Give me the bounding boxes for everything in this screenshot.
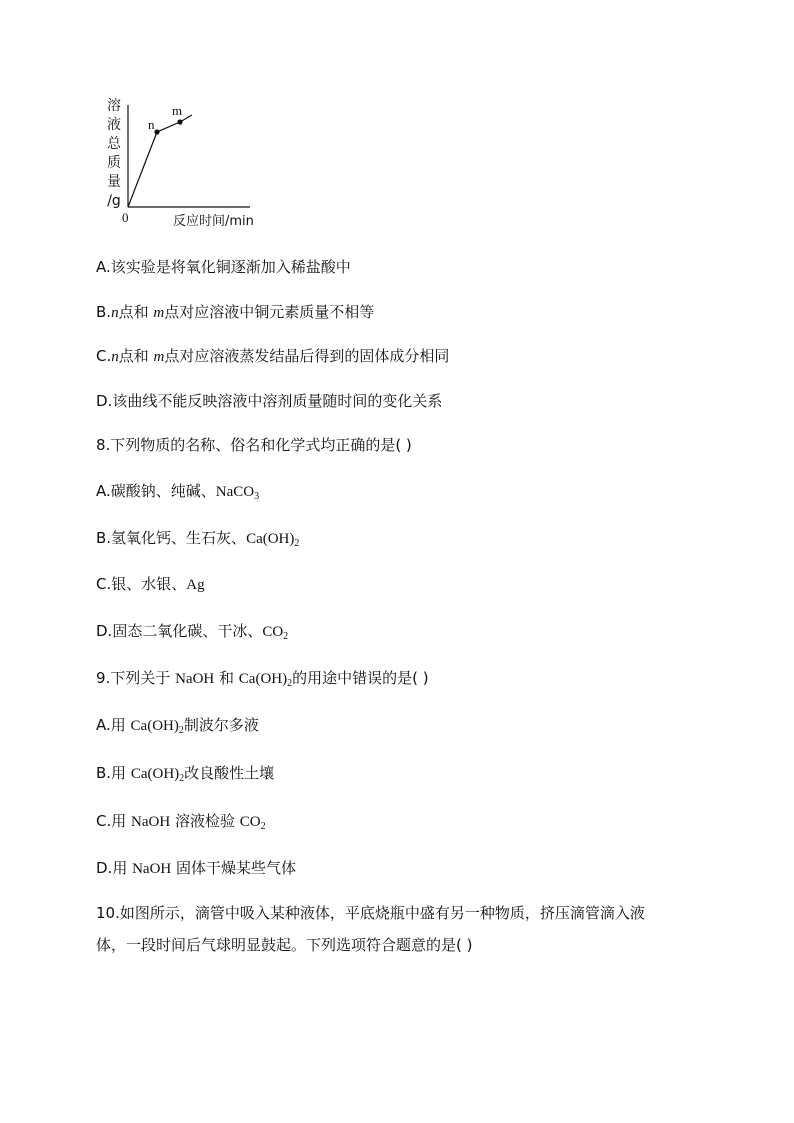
q8-a-text: A.碳酸钠、纯碱、 (96, 482, 216, 500)
q8-d-text: D.固态二氧化碳、干冰、 (96, 622, 263, 640)
q7-c-n: n (111, 349, 119, 365)
point-m-label: m (172, 103, 183, 118)
q9-stem (96, 667, 429, 690)
q7-b-n: n (111, 305, 119, 321)
q8-b-sub: 2 (294, 538, 300, 549)
q9-c-pre: C.用 (96, 812, 132, 830)
q9-option-b (96, 762, 274, 785)
q10-stem-line2: 体，一段时间后气球明显鼓起。下列选项符合题意的是( ) (96, 936, 473, 954)
q9-c-sub: 2 (260, 821, 266, 832)
q9-option-a (96, 714, 259, 737)
ylabel-char: /g (107, 193, 121, 209)
q9-b-sub: 2 (179, 773, 185, 784)
point-m-dot (177, 119, 182, 124)
q9-option-c (96, 810, 266, 833)
q9-option-d (96, 857, 296, 880)
q9-stem-sub: 2 (287, 678, 293, 689)
q7-c-prefix: C. (96, 347, 112, 365)
point-n-dot (154, 129, 159, 134)
q9-c-mid: 溶液检验 (170, 812, 240, 830)
q7-option-d: D.该曲线不能反映溶液中溶剂质量随时间的变化关系 (96, 392, 443, 410)
q9-b-pre: B.用 (96, 764, 131, 782)
q9-a-formula: Ca(OH) (130, 718, 179, 734)
x-axis-label: 反应时间/min (173, 214, 254, 229)
q9-c-formula: NaOH (131, 814, 171, 830)
q9-b-formula: Ca(OH) (130, 766, 180, 782)
q7-b-prefix: B. (96, 303, 112, 321)
q9-stem-pre: 9.下列关于 (96, 669, 176, 687)
q7-option-b (96, 301, 374, 324)
origin-label: 0 (122, 210, 129, 225)
q9-d-formula: NaOH (132, 861, 172, 877)
ylabel-char: 溶 (107, 98, 121, 114)
q9-b-post: 改良酸性土壤 (184, 764, 275, 782)
q9-a-pre: A.用 (96, 716, 131, 734)
q7-option-a: A.该实验是将氧化铜逐渐加入稀盐酸中 (96, 258, 351, 276)
q9-a-post: 制波尔多液 (183, 716, 259, 734)
q8-a-formula: NaCO (215, 484, 255, 500)
q9-d-pre: D.用 (96, 859, 133, 877)
q9-stem-mid: 和 (214, 669, 239, 687)
q9-stem-post: 的用途中错误的是( ) (292, 669, 429, 687)
q8-d-sub: 2 (283, 631, 289, 642)
q8-option-a (96, 480, 259, 503)
ylabel-char: 量 (107, 174, 121, 190)
ylabel-char: 液 (107, 117, 121, 133)
q7-b-mid: 点和 (118, 303, 154, 321)
q7-c-mid: 点和 (118, 347, 154, 365)
ylabel-char: 总 (107, 136, 121, 152)
q9-c-formula2: CO (239, 814, 261, 830)
q9-stem-f1: NaOH (175, 671, 215, 687)
q8-option-c (96, 573, 205, 596)
ylabel-char: 质 (107, 155, 121, 171)
q8-b-text: B.氢氧化钙、生石灰、 (96, 529, 247, 547)
curve-line (128, 115, 192, 207)
q10-stem-line1: 10.如图所示，滴管中吸入某种液体，平底烧瓶中盛有另一种物质，挤压滴管滴入液 (96, 904, 645, 922)
q8-a-sub: 3 (254, 491, 260, 502)
q7-c-m: m (153, 349, 165, 365)
q8-option-d (96, 620, 288, 643)
q8-c-formula: Ag (186, 577, 205, 593)
q9-stem-f2: Ca(OH) (238, 671, 288, 687)
q8-c-text: C.银、水银、 (96, 575, 187, 593)
point-n-label: n (148, 117, 155, 132)
q8-option-b (96, 527, 299, 550)
q7-c-text: 点对应溶液蒸发结晶后得到的固体成分相同 (164, 347, 450, 365)
q7-b-text: 点对应溶液中铜元素质量不相等 (164, 303, 375, 321)
q7-option-c (96, 345, 449, 368)
q9-a-sub: 2 (178, 725, 184, 736)
q8-stem: 8.下列物质的名称、俗名和化学式均正确的是( ) (96, 436, 412, 454)
q8-d-formula: CO (262, 624, 284, 640)
mass-time-graph (100, 95, 270, 235)
q8-b-formula: Ca(OH) (246, 531, 295, 547)
q7-b-m: m (153, 305, 165, 321)
q9-d-post: 固体干燥某些气体 (171, 859, 297, 877)
y-axis-label (105, 97, 123, 211)
